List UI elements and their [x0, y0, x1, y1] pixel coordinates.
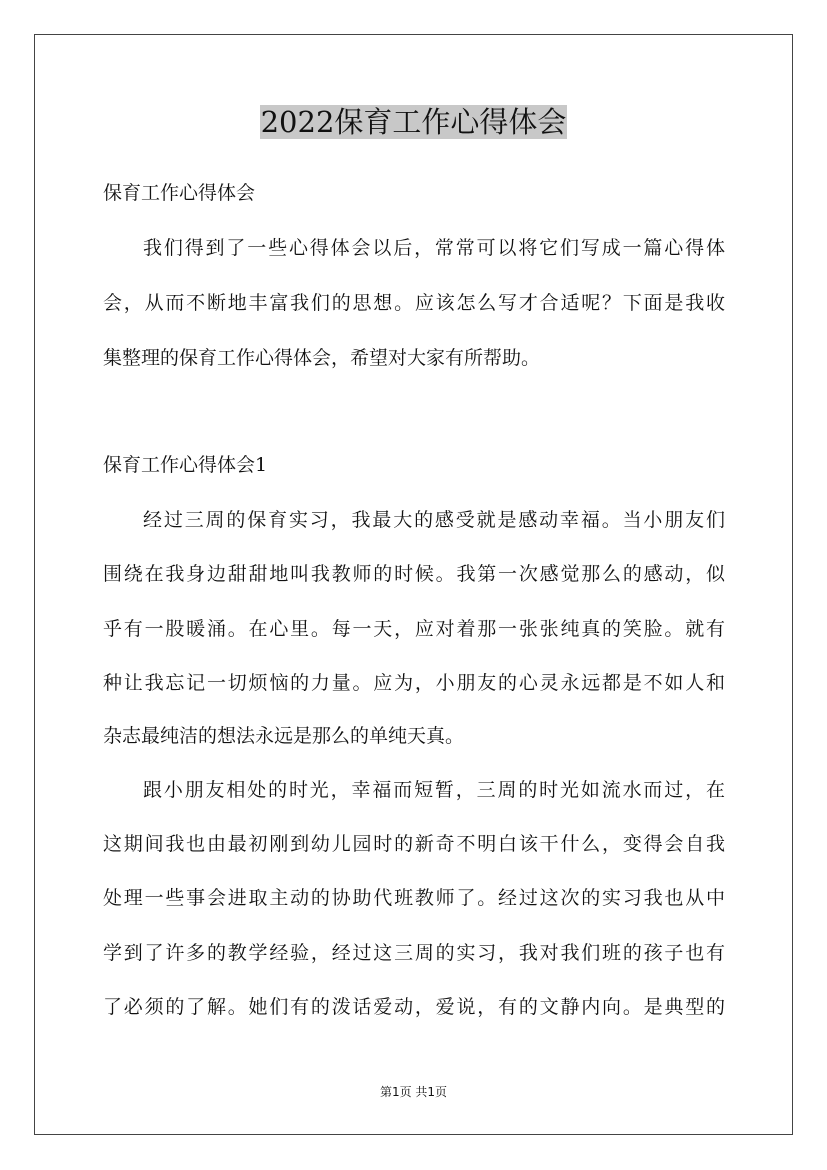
para2-line-4: 学到了许多的教学经验，经过这三周的实习，我对我们班的孩子也有	[103, 942, 725, 964]
para1-line-2: 围绕在我身边甜甜地叫我教师的时候。我第一次感觉那么的感动，似	[103, 563, 725, 585]
document-subtitle: 保育工作心得体会	[103, 182, 256, 204]
section-heading: 保育工作心得体会1	[103, 454, 268, 476]
document-title-text: 2022保育工作心得体会	[260, 105, 567, 139]
page-footer: 第1页 共1页	[379, 1085, 448, 1099]
document-title	[0, 100, 827, 144]
para2-line-2: 这期间我也由最初刚到幼儿园时的新奇不明白该干什么，变得会自我	[103, 833, 725, 855]
para2-line-1: 跟小朋友相处的时光，幸福而短暂，三周的时光如流水而过，在	[143, 779, 725, 801]
para2-line-5: 了必须的了解。她们有的泼话爱动，爱说，有的文静内向。是典型的	[103, 996, 725, 1018]
para1-line-1: 经过三周的保育实习，我最大的感受就是感动幸福。当小朋友们	[143, 509, 725, 531]
para1-line-5: 杂志最纯洁的想法永远是那么的单纯天真。	[103, 725, 465, 747]
para2-line-3: 处理一些事会进取主动的协助代班教师了。经过这次的实习我也从中	[103, 887, 725, 909]
para1-line-4: 种让我忘记一切烦恼的力量。应为，小朋友的心灵永远都是不如人和	[103, 672, 725, 694]
intro-line-2: 会，从而不断地丰富我们的思想。应该怎么写才合适呢？下面是我收	[103, 292, 725, 314]
intro-line-1: 我们得到了一些心得体会以后，常常可以将它们写成一篇心得体	[143, 237, 725, 259]
intro-line-3: 集整理的保育工作心得体会，希望对大家有所帮助。	[103, 347, 541, 369]
para1-line-3: 乎有一股暖涌。在心里。每一天，应对着那一张张纯真的笑脸。就有	[103, 618, 725, 640]
